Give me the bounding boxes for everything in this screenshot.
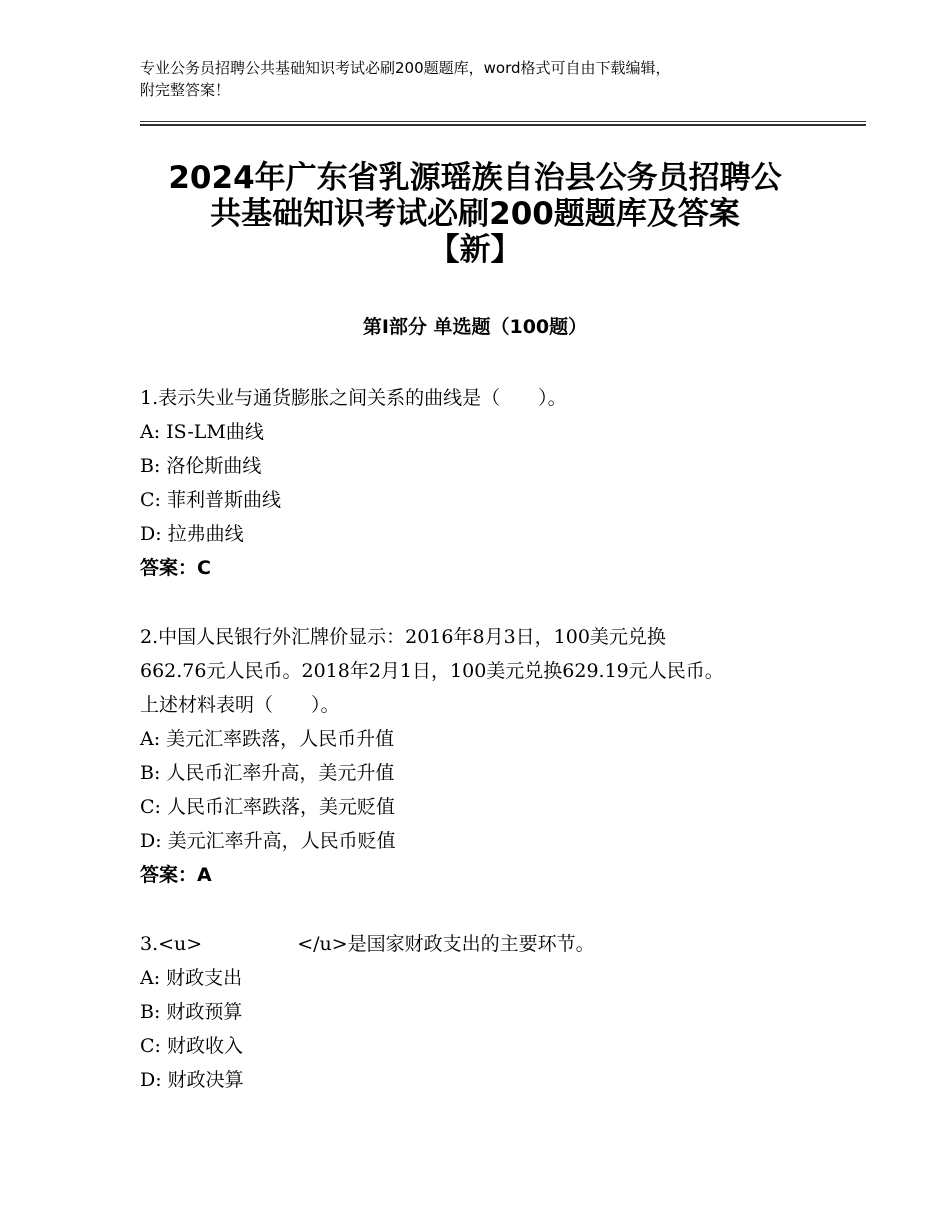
option-c: C: 人民币汇率跌落，美元贬值 bbox=[140, 796, 395, 818]
answer-label: 答案：C bbox=[140, 557, 211, 579]
question-list bbox=[140, 381, 830, 1132]
question-stem: 662.76元人民币。2018年2月1日，100美元兑换629.19元人民币。 bbox=[140, 660, 724, 682]
option-b: B: 洛伦斯曲线 bbox=[140, 455, 262, 477]
answer-label: 答案：A bbox=[140, 864, 212, 886]
header-divider-thick bbox=[140, 124, 866, 126]
header-note-line-1: 专业公务员招聘公共基础知识考试必刷200题题库，word格式可自由下载编辑， bbox=[140, 59, 671, 77]
option-c: C: 财政收入 bbox=[140, 1035, 243, 1057]
title-line-2: 共基础知识考试必刷200题题库及答案 bbox=[210, 196, 740, 232]
question-stem: 3.<u> </u>是国家财政支出的主要环节。 bbox=[140, 933, 595, 955]
question-stem: 1.表示失业与通货膨胀之间关系的曲线是（ ）。 bbox=[140, 387, 567, 409]
question-3 bbox=[140, 927, 830, 1097]
option-b: B: 财政预算 bbox=[140, 1001, 243, 1023]
document-title bbox=[120, 160, 830, 268]
header-divider-thin bbox=[140, 121, 866, 122]
option-b: B: 人民币汇率升高，美元升值 bbox=[140, 762, 395, 784]
option-d: D: 美元汇率升高，人民币贬值 bbox=[140, 830, 396, 852]
question-2 bbox=[140, 620, 830, 892]
option-d: D: 拉弗曲线 bbox=[140, 523, 244, 545]
question-1 bbox=[140, 381, 830, 585]
header-note bbox=[140, 57, 820, 101]
question-stem: 上述材料表明（ ）。 bbox=[140, 694, 340, 716]
question-stem: 2.中国人民银行外汇牌价显示：2016年8月3日，100美元兑换 bbox=[140, 626, 666, 648]
title-line-1: 2024年广东省乳源瑶族自治县公务员招聘公 bbox=[168, 160, 782, 196]
header-note-line-2: 附完整答案！ bbox=[140, 81, 231, 99]
section-heading: 第Ⅰ部分 单选题（100题） bbox=[362, 316, 588, 338]
option-d: D: 财政决算 bbox=[140, 1069, 244, 1091]
title-line-3: 【新】 bbox=[428, 232, 522, 268]
option-a: A: IS-LM曲线 bbox=[140, 421, 264, 443]
option-a: A: 美元汇率跌落，人民币升值 bbox=[140, 728, 395, 750]
option-c: C: 菲利普斯曲线 bbox=[140, 489, 281, 511]
option-a: A: 财政支出 bbox=[140, 967, 243, 989]
